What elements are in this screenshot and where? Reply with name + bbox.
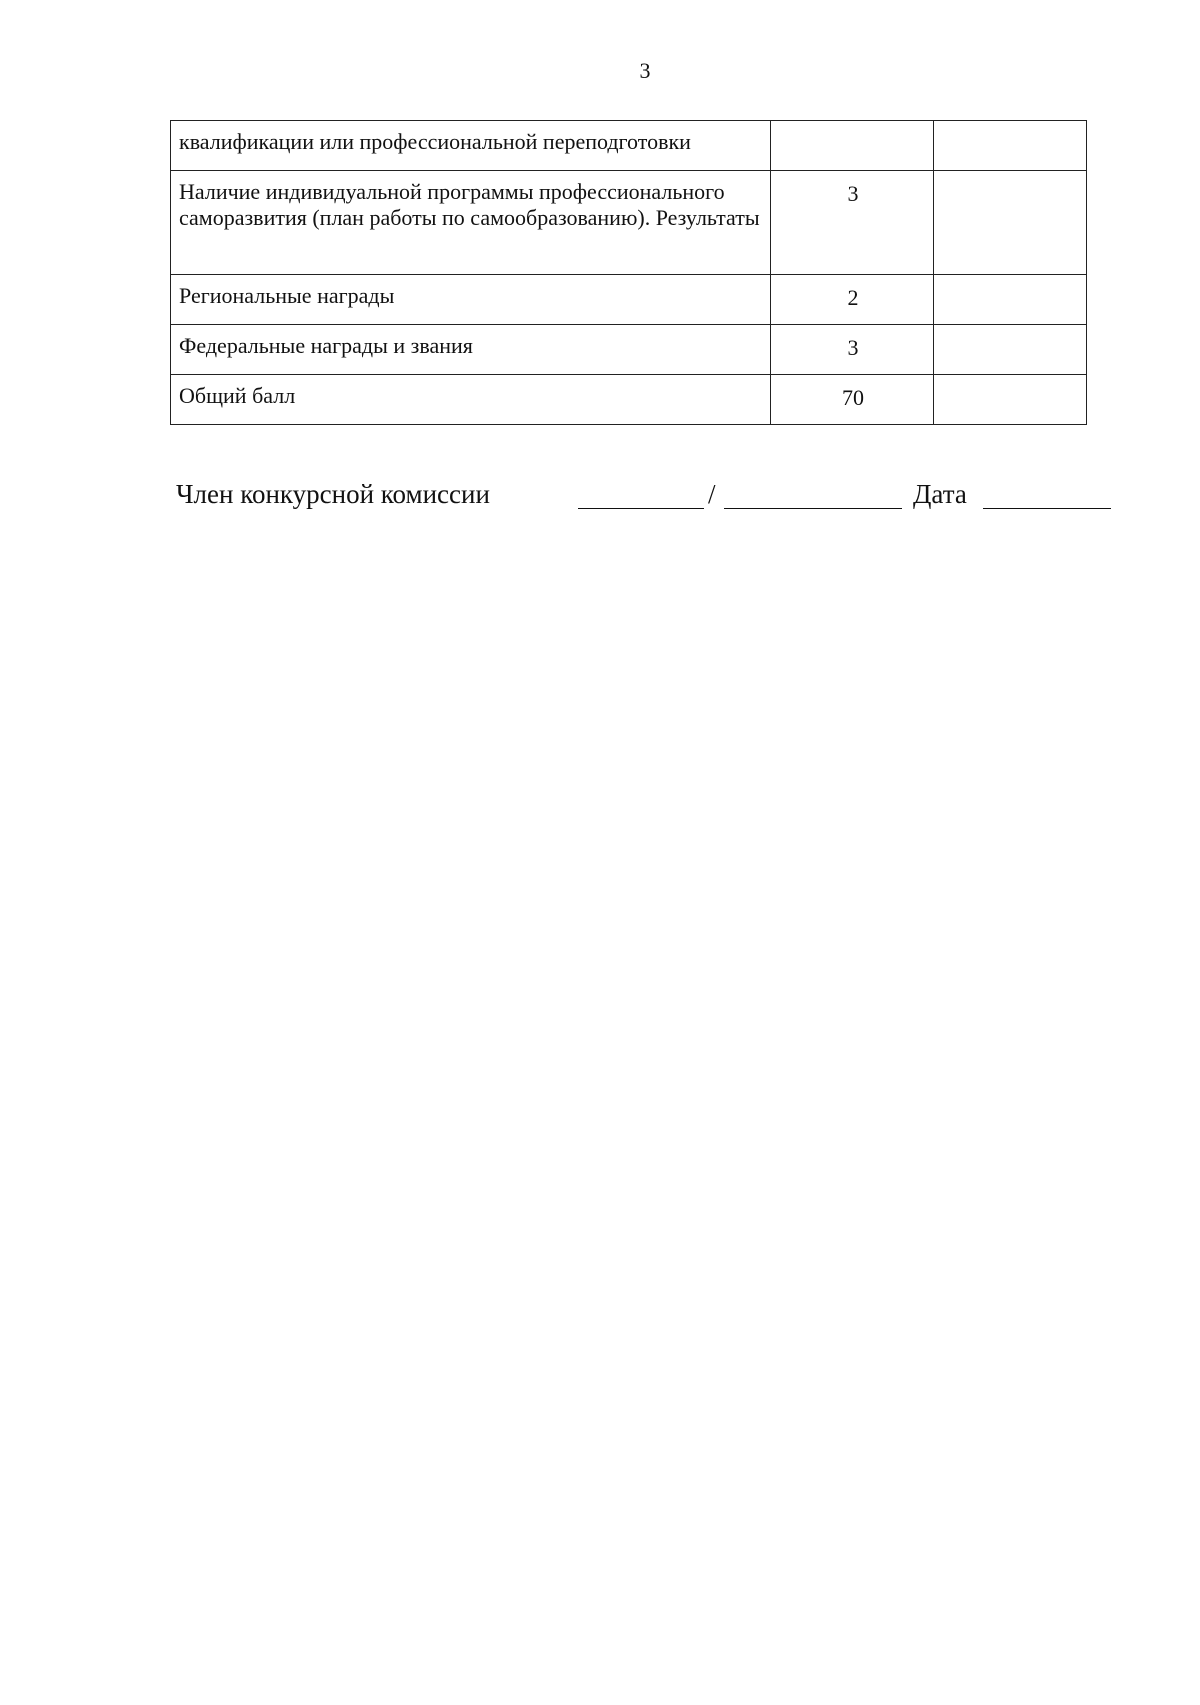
criterion-cell: Федеральные награды и звания [171, 325, 771, 375]
score-cell [771, 121, 934, 171]
criteria-table [170, 120, 1087, 425]
table-row [171, 171, 1087, 275]
table-row [171, 375, 1087, 425]
score-cell: 70 [771, 375, 934, 425]
score-cell: 3 [771, 325, 934, 375]
table-row [171, 275, 1087, 325]
criterion-cell: Общий балл [171, 375, 771, 425]
extra-cell [934, 275, 1087, 325]
criterion-cell: Региональные награды [171, 275, 771, 325]
page-number: 3 [639, 58, 651, 83]
extra-cell [934, 375, 1087, 425]
table-row [171, 121, 1087, 171]
name-blank [724, 508, 902, 509]
signature-separator: / [708, 479, 716, 509]
score-cell: 2 [771, 275, 934, 325]
extra-cell [934, 325, 1087, 375]
table-row [171, 325, 1087, 375]
signature-label: Член конкурсной комиссии [176, 479, 490, 509]
extra-cell [934, 171, 1087, 275]
score-cell: 3 [771, 171, 934, 275]
criterion-cell: квалификации или профессиональной переподготовки [171, 121, 771, 171]
date-blank [983, 508, 1111, 509]
criterion-cell: Наличие индивидуальной программы профессионального саморазвития (план работы по самообразованию). Результаты [171, 171, 771, 275]
date-label: Дата [913, 479, 967, 509]
extra-cell [934, 121, 1087, 171]
signature-blank [578, 508, 704, 509]
